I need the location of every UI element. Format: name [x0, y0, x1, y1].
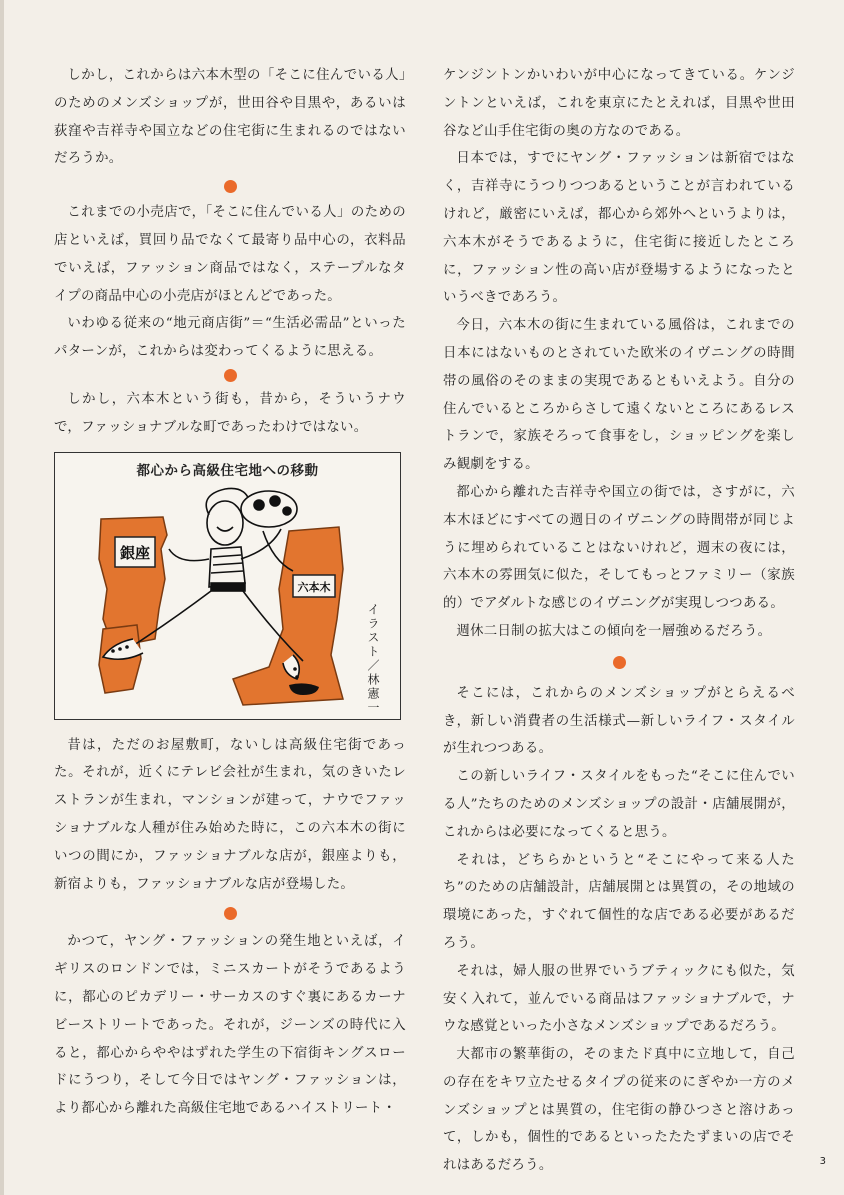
paragraph: そこには，これからのメンズショップがとらえるべき，新しい消費者の生活様式—新しいライフ・スタイルが生れつつある。	[443, 685, 795, 757]
paragraph: しかし，これからは六本木型の「そこに住んでいる人」のためのメンズショップが，世田谷や目黒や，あるいは荻窪や吉祥寺や国立などの住宅街に生まれるのではないだろうか。	[54, 68, 406, 167]
paragraph: しかし，六本木という街も，昔から，そういうナウで，ファッショナブルな町であったわけではない。	[54, 391, 406, 435]
building-roppongi-shape	[233, 527, 343, 705]
paragraph: 日本では，すでにヤング・ファッションは新宿ではなく，吉祥寺にうつりつつあるということが言われているけれど，厳密にいえば，都心から郊外へというよりは，六本木がそうであるように，住宅街に接近したところに，ファッション性の高い店が登場するようになったというべきであろう。	[443, 151, 795, 306]
ginza-label: 銀座	[119, 543, 151, 562]
paragraph: ケンジントンかいわいが中心になってきている。ケンジントンといえば，これを東京にたとえれば，目黒や世田谷など山手住宅街の奥の方なのである。	[443, 68, 795, 139]
section-divider	[54, 173, 406, 199]
orange-dot-icon	[613, 656, 626, 669]
roppongi-label: 六本木	[297, 580, 331, 594]
paragraph: 大都市の繁華街の，そのまたド真中に立地して，自己の存在をキワ立たせるタイプの従来のにぎやか一方のメンズショップとは異質の，住宅街の静ひつさと溶けあって，しかも，個性的であるといったたたずまいの店でそれはあるだろう。	[443, 1047, 795, 1174]
paragraph: 昔は，ただのお屋敷町，ないしは高級住宅街であった。それが，近くにテレビ会社が生まれ，気のきいたレストランが生まれ，マンションが建って，ナウでファッショナブルな人種が住み始めた時に，この六本木の街にいつの間にか，ファッショナブルな店が，銀座よりも，新宿よりも，ファッショナブルな店が登場した。	[54, 737, 406, 892]
paragraph: これまでの小売店で，「そこに住んでいる人」のための店といえば，買回り品でなくて最寄り品中心の，衣料品でいえば，ファッション商品ではなく，ステープルなタイプの商品中心の小売店がほとんどであった。	[54, 205, 406, 304]
paragraph: 週休二日制の拡大はこの傾向を一層強めるだろう。	[456, 623, 772, 639]
paragraph: 今日，六本木の街に生まれている風俗は，これまでの日本にはないものとされていた欧米のイヴニングの時間帯の風俗のそのままの実現であるともいえよう。自分の住んでいるところからさして遠くないところにあるレストランで，家族そろって食事をし，ショッピングを楽しみ観劇をする。	[443, 318, 795, 473]
section-divider	[443, 646, 795, 680]
paragraph: かつて，ヤング・ファッションの発生地といえば，イギリスのロンドンでは，ミニスカートがそうであるように，都心のピカデリー・サーカスのすぐ裏にあるカーナビーストリートであった。それが，ジーンズの時代に入ると，都心からややはずれた学生の下宿街キングスロードにうつり，そして今日ではヤング・ファッションは，より都心から離れた高級住宅地であるハイストリート・	[54, 934, 406, 1117]
paragraph: この新しいライフ・スタイルをもった“そこに住んでいる人”たちのためのメンズショップの設計・店舗展開が，これからは必要になってくると思う。	[443, 769, 795, 840]
illustration-drawing	[93, 479, 363, 715]
orange-dot-icon	[224, 907, 237, 920]
scan-edge	[0, 0, 4, 1195]
section-divider	[54, 366, 406, 386]
illustration-figure	[54, 452, 401, 720]
illustration-credit: イラスト／林憲一	[366, 602, 380, 715]
paragraph: 都心から離れた吉祥寺や国立の街では，さすがに，六本木ほどにすべての週日のイヴニングの時間帯が同じように埋められていることはないけれど，週末の夜には，六本木の雰囲気に似た，そしてもっとファミリー（家族的）でアダルトな感じのイヴニングが実現しつつある。	[443, 484, 795, 612]
orange-dot-icon	[224, 369, 237, 382]
paragraph: いわゆる従来の“地元商店街”＝“生活必需品”といったパターンが，これからは変わってくるように思える。	[54, 316, 406, 360]
left-column	[54, 62, 406, 1123]
paragraph: それは，どちらかというと“そこにやって来る人たち”のための店舗設計，店舗展開とは異質の，その地域の環境にあった，すぐれて個性的な店である必要があるだろう。	[443, 852, 795, 951]
right-column	[443, 62, 795, 1180]
page-number: 3	[819, 1156, 826, 1167]
figure-title: 都心から高級住宅地への移動	[136, 462, 319, 479]
paragraph: それは，婦人服の世界でいうブティックにも似た，気安く入れて，並んでいる商品はファッショナブルで，ナウな感覚といった小さなメンズショップであるだろう。	[443, 963, 795, 1035]
orange-dot-icon	[224, 180, 237, 193]
section-divider	[54, 898, 406, 928]
